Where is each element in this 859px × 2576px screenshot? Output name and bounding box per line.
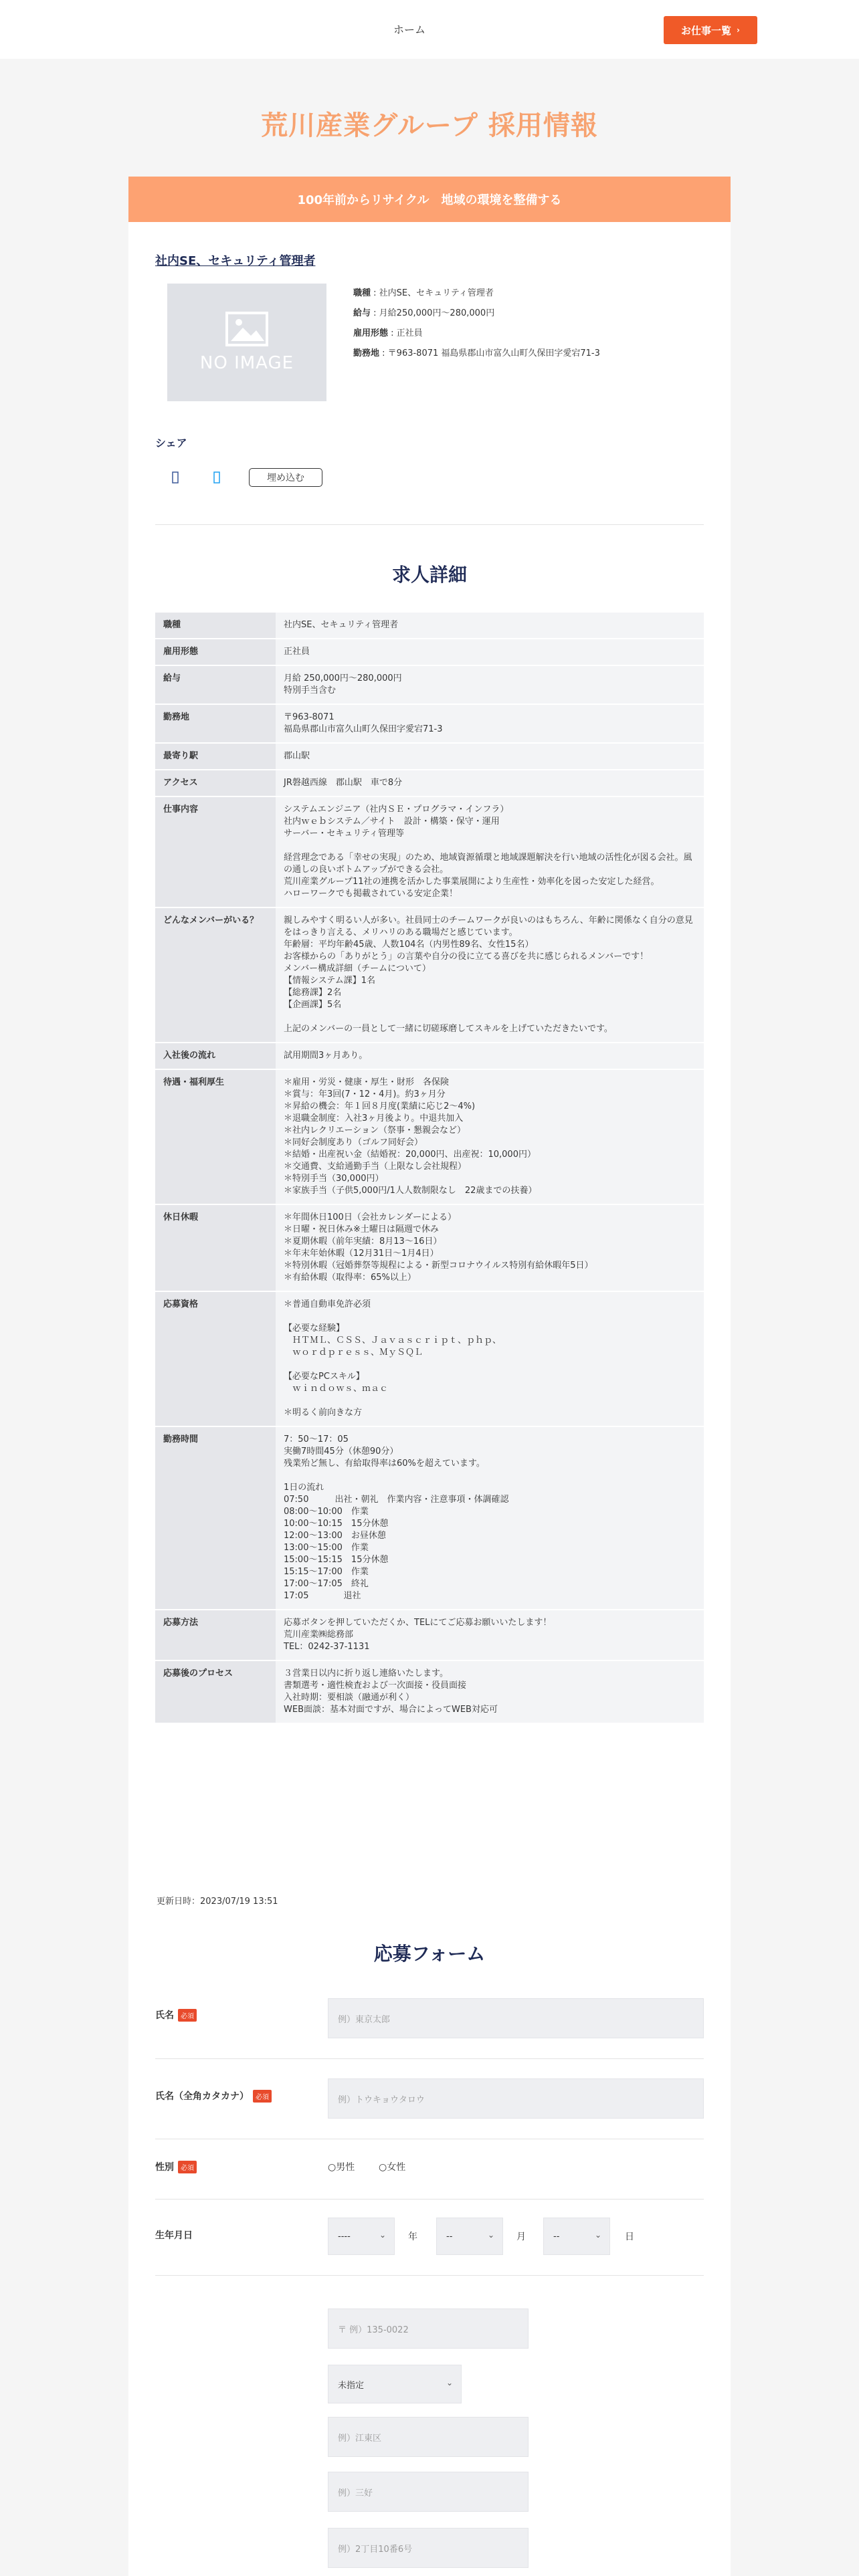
detail-title: 求人詳細: [391, 564, 467, 586]
name-input[interactable]: 例）東京太郎: [328, 1998, 704, 2038]
summary-row: 雇用形態 : 正社員: [353, 328, 423, 338]
city-input[interactable]: 例）江東区: [328, 2417, 529, 2457]
required-badge: 必須: [178, 2009, 197, 2022]
month-unit: 月: [516, 2232, 526, 2242]
table-row: 入社後の流れ 試用期間3ヶ月あり。: [155, 1043, 704, 1069]
divider: [155, 524, 704, 525]
birth-month-select[interactable]: -- ⌄: [436, 2218, 503, 2255]
chevron-down-icon: ⌄: [446, 2378, 453, 2387]
table-row: 休日休暇 ＊年間休日100日（会社カレンダーによる） ＊日曜・祝日休み※土曜日は隔週で休み ＊夏期休暇（前年実績：8月13〜16日） ＊年末年始休暇（12月31日〜1月4日） ＊特別休暇（冠婚葬祭等規程による・新型コロナウイルス特別有給休暇年5日） ＊有給休暇（取得率：65%以上）: [155, 1204, 704, 1291]
birth-day-select[interactable]: -- ⌄: [543, 2218, 610, 2255]
detail-table: [155, 613, 704, 1724]
chevron-down-icon: ⌄: [594, 2230, 601, 2240]
street-input[interactable]: 例）2丁目10番6号: [328, 2528, 529, 2568]
day-unit: 日: [625, 2232, 634, 2242]
job-title[interactable]: 社内SE、セキュリティ管理者: [155, 254, 316, 268]
table-row: 勤務地 〒963-8071 福島県郡山市富久山町久保田字愛宕71-3: [155, 704, 704, 743]
required-badge: 必須: [178, 2161, 197, 2173]
top-bar: [0, 0, 859, 59]
gender-female-radio[interactable]: ○女性: [379, 2162, 406, 2173]
form-title: 応募フォーム: [373, 1943, 486, 1965]
no-image-text: NO IMAGE: [199, 353, 294, 373]
table-row: 職種 社内SE、セキュリティ管理者: [155, 613, 704, 639]
birth-year-select[interactable]: ---- ⌄: [328, 2218, 395, 2255]
table-row: どんなメンバーがいる？ 親しみやすく明るい人が多い。社員同士のチームワークが良いのはもちろん、年齢に関係なく自分の意見をはっきり言える、メリハリのある職場だと感じています。 年齢層：平均年齢45歳、人数104名（内男性89名、女性15名） お客様からの「ありがとう」の言葉や自分の役に立てる喜びを共に感じられるメンバーです！ メンバー構成詳細（チームについて） 【情報システム課】1名 【総務課】2名 【企画課】5名 上記のメンバーの一員として一緒に切磋琢磨してスキルを上げていただきたいです。: [155, 907, 704, 1043]
summary-row: 給与 : 月給250,000円〜280,000円: [353, 308, 495, 318]
job-list-button[interactable]: [664, 16, 757, 44]
job-list-button-label: お仕事一覧: [681, 24, 732, 37]
table-row: アクセス JR磐越西線 郡山駅 車で8分: [155, 770, 704, 796]
zip-input[interactable]: 〒 例）135-0022: [328, 2309, 529, 2349]
birthdate-label: 生年月日: [155, 2230, 193, 2241]
share-label: シェア: [155, 437, 187, 449]
updated-time: 更新日時：2023/07/19 13:51: [157, 1897, 278, 1907]
chevron-right-icon: ›: [737, 25, 740, 35]
table-row: 仕事内容 システムエンジニア（社内ＳＥ・プログラマ・インフラ） 社内ｗｅｂシステム／サイト 設計・構築・保守・運用 サーバー・セキュリティ管理等 経営理念である「幸せの実現」のため、地域資源循環と地域課題解決を行い地域の活性化が図る会社。風の通しの良いボトムアップができる会社。 荒川産業グループ11社の連携を活かした事業展開により生産性・効率化を図った安定した経営。 ハローワークでも掲載されている安定企業！: [155, 796, 704, 907]
kana-input[interactable]: 例）トウキョウタロウ: [328, 2078, 704, 2119]
summary-row: 勤務地 : 〒963-8071 福島県郡山市富久山町久保田字愛宕71-3: [353, 348, 600, 358]
site-title: 荒川産業グループ 採用情報: [261, 110, 598, 141]
required-badge: 必須: [253, 2090, 272, 2103]
job-summary: [353, 284, 600, 364]
year-unit: 年: [408, 2232, 417, 2242]
table-row: 応募方法 応募ボタンを押していただくか、TELにてご応募お願いいたします！ 荒川産業㈱総務部 TEL：0242-37-1131: [155, 1610, 704, 1660]
table-row: 応募資格 ＊普通自動車免許必須 【必要な経験】 ＨＴＭＬ、ＣＳＳ、Ｊａｖａｓｃｒｉｐｔ、ｐｈｐ、 ｗｏｒｄｐｒｅｓｓ、ＭｙＳＱＬ 【必要なPCスキル】 ｗｉｎｄｏｗｓ、ｍａｃ ＊明るく前向きな方: [155, 1291, 704, 1426]
table-row: 待遇・福利厚生 ＊雇用・労災・健康・厚生・財形 各保険 ＊賞与：年3回(7・12・4月)。約3ヶ月分 ＊昇給の機会：年１回８月度(業績に応じ2〜4%) ＊退職金制度：入社3ヶ月後より。中退共加入 ＊社内レクリエーション（祭事・懇親会など） ＊同好会制度あり（ゴルフ同好会） ＊結婚・出産祝い金（結婚祝：20,000円、出産祝：10,000円） ＊交通費、支給通勤手当（上限なし会社規程） ＊特別手当（30,000円） ＊家族手当（子供5,000円/1人人数制限なし 22歳までの扶養）: [155, 1069, 704, 1204]
chevron-down-icon: ⌄: [487, 2230, 494, 2240]
job-image: [167, 284, 326, 401]
chevron-down-icon: ⌄: [379, 2230, 386, 2240]
name-label: 氏名 必須: [155, 2008, 197, 2022]
kana-label: 氏名（全角カタカナ） 必須: [155, 2089, 272, 2103]
table-row: 応募後のプロセス ３営業日以内に折り返し連絡いたします。 書類選考・適性検査および一次面接・役員面接 入社時期：要相談（融通が利く） WEB面談：基本対面ですが、場合によってWEB対応可: [155, 1660, 704, 1723]
twitter-icon[interactable]: [209, 469, 225, 486]
prefecture-select[interactable]: 未指定 ⌄: [328, 2365, 462, 2403]
table-row: 雇用形態 正社員: [155, 639, 704, 665]
divider: [155, 2275, 704, 2276]
table-row: 給与 月給 250,000円〜280,000円 特別手当含む: [155, 665, 704, 704]
town-input[interactable]: 例）三好: [328, 2472, 529, 2512]
table-row: 勤務時間 7：50〜17：05 実働7時間45分（休憩90分） 残業殆ど無し、有給取得率は60%を超えています。 1日の流れ 07:50 出社・朝礼 作業内容・注意事項・体調確認 08:00〜10:00 作業 10:00〜10:15 15分休憩 12:00〜13:00 お昼休憩 13:00〜15:00 作業 15:00〜15:15 15分休憩 15:15〜17:00 作業 17:00〜17:05 終礼 17:05 退社: [155, 1426, 704, 1610]
gender-label: 性別 必須: [155, 2160, 197, 2173]
banner: 100年前からリサイクル 地域の環境を整備する: [128, 177, 731, 222]
facebook-icon[interactable]: [167, 469, 183, 486]
divider: [155, 2058, 704, 2059]
table-row: 最寄り駅 郡山駅: [155, 743, 704, 770]
embed-button[interactable]: 埋め込む: [249, 468, 322, 487]
image-placeholder-icon: [225, 312, 268, 346]
job-card: [128, 177, 731, 2576]
gender-male-radio[interactable]: ○男性: [328, 2162, 355, 2173]
home-link[interactable]: ホーム: [393, 23, 426, 36]
summary-row: 職種 : 社内SE、セキュリティ管理者: [353, 288, 494, 298]
share-buttons: [167, 468, 322, 487]
